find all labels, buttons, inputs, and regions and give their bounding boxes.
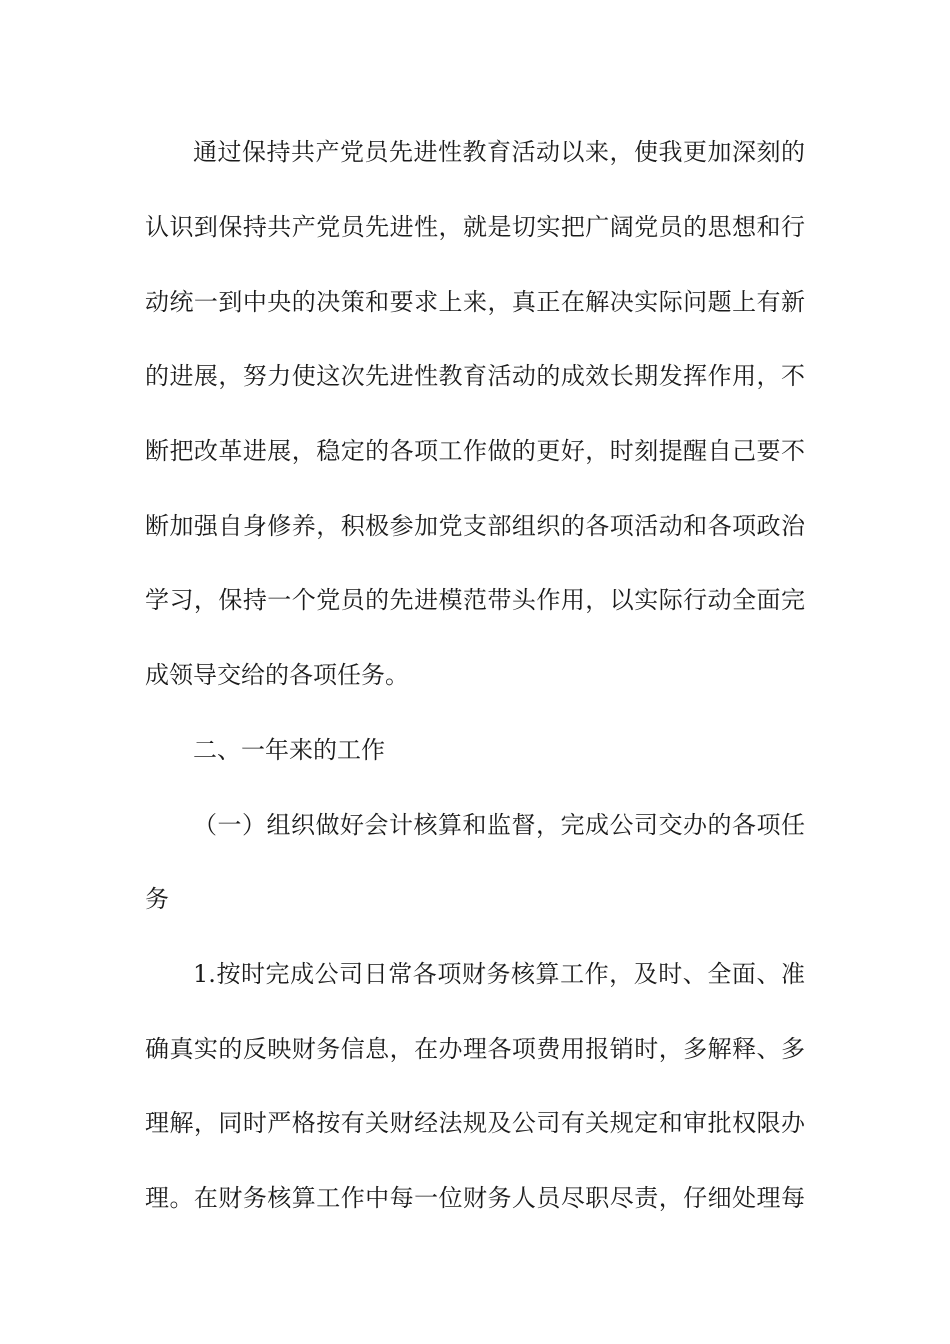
paragraph-2-line-2: 确真实的反映财务信息，在办理各项费用报销时，多解释、多	[145, 1035, 805, 1063]
paragraph-1-line-3: 动统一到中央的决策和要求上来，真正在解决实际问题上有新	[145, 288, 805, 316]
paragraph-1-line-1: 通过保持共产党员先进性教育活动以来，使我更加深刻的	[193, 138, 805, 166]
paragraph-1-line-8: 成领导交给的各项任务。	[145, 661, 409, 689]
paragraph-1-line-7: 学习，保持一个党员的先进模范带头作用，以实际行动全面完	[145, 586, 805, 614]
subsection-heading-line-1: （一）组织做好会计核算和监督，完成公司交办的各项任	[193, 811, 805, 839]
paragraph-1-line-2: 认识到保持共产党员先进性，就是切实把广阔党员的思想和行	[145, 213, 805, 241]
paragraph-2-line-4: 理。在财务核算工作中每一位财务人员尽职尽责，仔细处理每	[145, 1184, 805, 1212]
paragraph-1-line-6: 断加强自身修养，积极参加党支部组织的各项活动和各项政治	[145, 512, 805, 540]
paragraph-1-line-5: 断把改革进展，稳定的各项工作做的更好，时刻提醒自己要不	[145, 437, 805, 465]
paragraph-2-line-1: 1.按时完成公司日常各项财务核算工作，及时、全面、准	[193, 960, 805, 988]
section-heading: 二、一年来的工作	[193, 736, 385, 764]
paragraph-1-line-4: 的进展，努力使这次先进性教育活动的成效长期发挥作用，不	[145, 362, 805, 390]
paragraph-2-line-3: 理解，同时严格按有关财经法规及公司有关规定和审批权限办	[145, 1109, 805, 1137]
subsection-heading-line-2: 务	[145, 885, 169, 913]
